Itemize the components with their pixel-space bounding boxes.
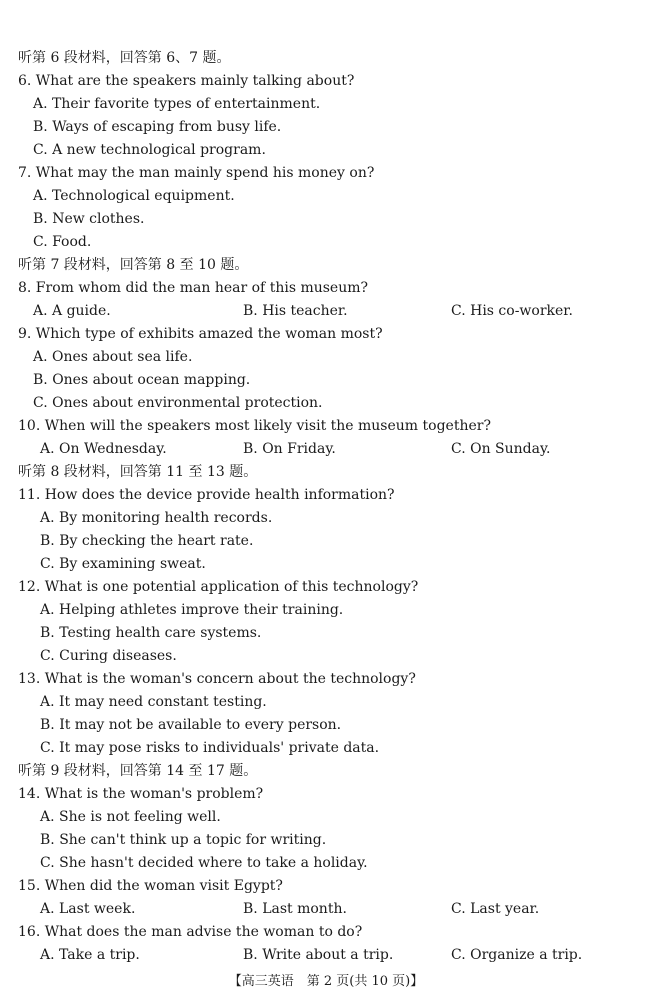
option-6c: C. A new technological program. (33, 142, 266, 158)
question-7: 7. What may the man mainly spend his money on? (18, 165, 375, 181)
section-heading-7: 听第 7 段材料，回答第 8 至 10 题。 (18, 257, 249, 273)
option-6a: A. Their favorite types of entertainment. (33, 96, 321, 112)
option-11c: C. By examining sweat. (40, 556, 206, 572)
option-9a: A. Ones about sea life. (33, 349, 193, 365)
section-heading-6: 听第 6 段材料，回答第 6、7 题。 (18, 50, 231, 66)
option-13b: B. It may not be available to every person. (40, 717, 342, 733)
option-11b: B. By checking the heart rate. (40, 533, 254, 549)
question-6: 6. What are the speakers mainly talking about? (18, 73, 355, 89)
option-9c: C. Ones about environmental protection. (33, 395, 323, 411)
option-8c: C. His co-worker. (451, 303, 573, 319)
option-12c: C. Curing diseases. (40, 648, 177, 664)
question-13: 13. What is the woman's concern about the technology? (18, 671, 416, 687)
option-8a: A. A guide. (33, 303, 111, 319)
option-7a: A. Technological equipment. (33, 188, 235, 204)
question-10: 10. When will the speakers most likely visit the museum together? (18, 418, 491, 434)
question-14: 14. What is the woman's problem? (18, 786, 264, 802)
section-heading-9: 听第 9 段材料，回答第 14 至 17 题。 (18, 763, 258, 779)
option-7b: B. New clothes. (33, 211, 145, 227)
section-heading-8: 听第 8 段材料，回答第 11 至 13 题。 (18, 464, 258, 480)
option-9b: B. Ones about ocean mapping. (33, 372, 251, 388)
question-9: 9. Which type of exhibits amazed the woman most? (18, 326, 383, 342)
option-16c: C. Organize a trip. (451, 947, 583, 963)
option-16b: B. Write about a trip. (243, 947, 394, 963)
option-16a: A. Take a trip. (40, 947, 140, 963)
option-14a: A. She is not feeling well. (40, 809, 221, 825)
option-15a: A. Last week. (40, 901, 136, 917)
option-12b: B. Testing health care systems. (40, 625, 262, 641)
question-15: 15. When did the woman visit Egypt? (18, 878, 283, 894)
page-footer: 【高三英语 第 2 页(共 10 页)】 (228, 974, 424, 989)
option-6b: B. Ways of escaping from busy life. (33, 119, 282, 135)
option-10c: C. On Sunday. (451, 441, 551, 457)
option-15c: C. Last year. (451, 901, 540, 917)
option-15b: B. Last month. (243, 901, 347, 917)
question-8: 8. From whom did the man hear of this museum? (18, 280, 369, 296)
option-8b: B. His teacher. (243, 303, 348, 319)
option-10b: B. On Friday. (243, 441, 336, 457)
option-10a: A. On Wednesday. (40, 441, 167, 457)
option-14b: B. She can't think up a topic for writing. (40, 832, 327, 848)
option-13a: A. It may need constant testing. (40, 694, 267, 710)
option-7c: C. Food. (33, 234, 92, 250)
option-11a: A. By monitoring health records. (40, 510, 273, 526)
option-13c: C. It may pose risks to individuals' private data. (40, 740, 380, 756)
question-11: 11. How does the device provide health information? (18, 487, 395, 503)
question-16: 16. What does the man advise the woman to do? (18, 924, 363, 940)
option-12a: A. Helping athletes improve their training. (40, 602, 344, 618)
question-12: 12. What is one potential application of this technology? (18, 579, 419, 595)
option-14c: C. She hasn't decided where to take a holiday. (40, 855, 368, 871)
